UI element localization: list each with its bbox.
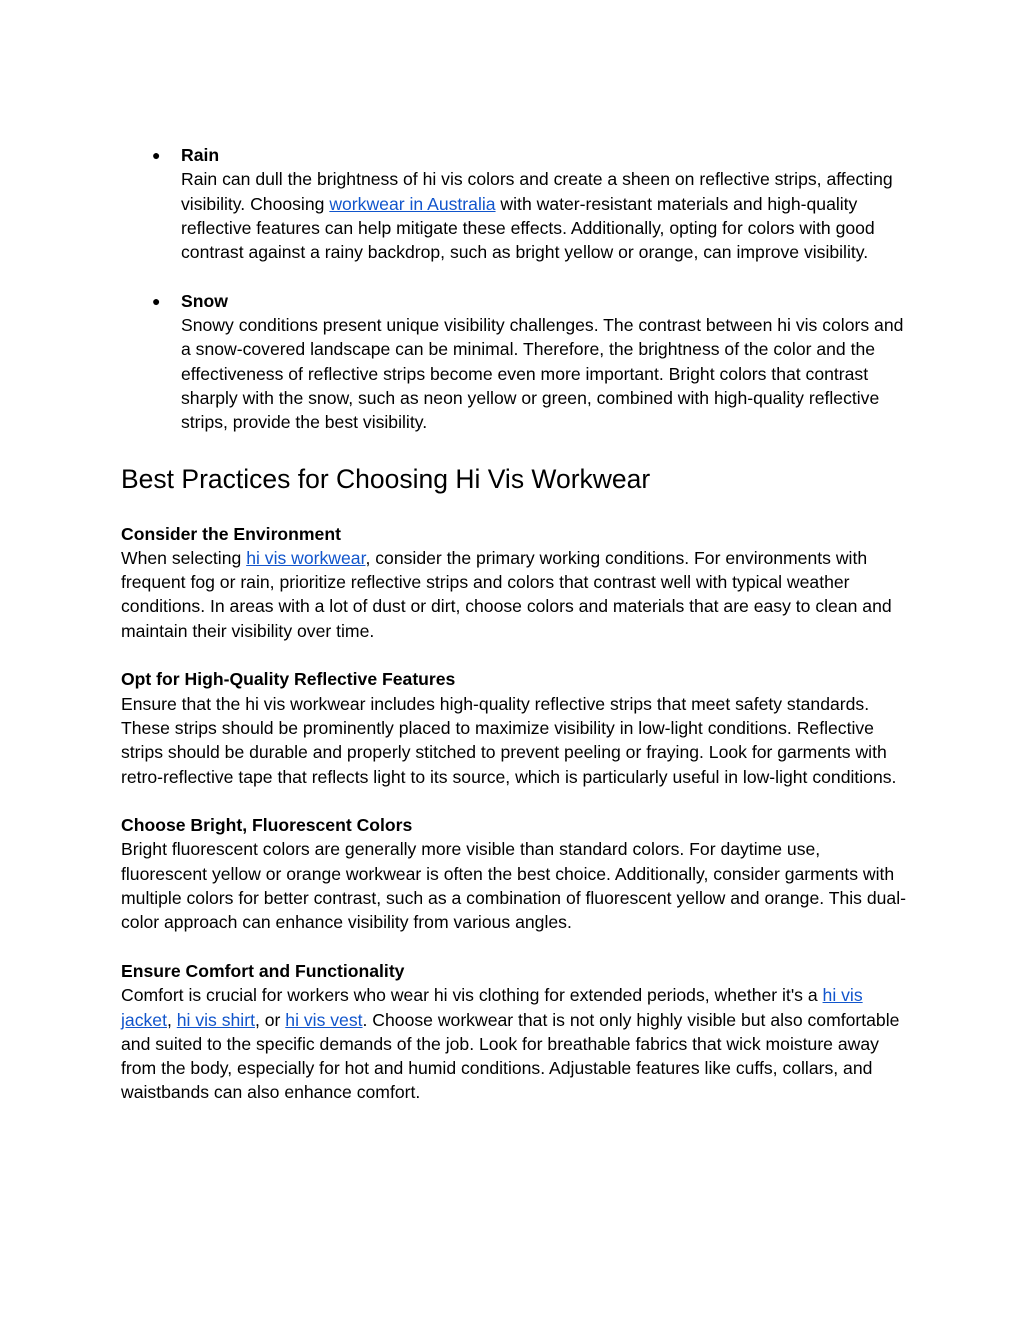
comfort-text-2: . Choose workwear that is not only highly visible but also comfortable and suited to the specific demands of the job. Look for breathable fabrics that wick moisture away from the body, especially for hot and humid conditions. Adjustable features like cuffs, collars, and waistbands can also enhance comfort. xyxy=(121,1009,900,1103)
comfort-sep-2: , or xyxy=(254,1009,286,1030)
colors-title: Choose Bright, Fluorescent Colors xyxy=(121,815,413,836)
rain-text-after: with water-resistant materials and high-quality reflective features can help mitigate these effects. Additionally, opting for colors with good contrast against a rainy backdrop, such as bright yellow or orange, can improve visibility. xyxy=(181,193,875,263)
rain-text-before: Rain can dull the brightness of hi vis colors and create a sheen on reflective strips, affecting visibility. Choosing xyxy=(181,169,893,214)
comfort-title: Ensure Comfort and Functionality xyxy=(121,960,405,981)
environment-text-after: , consider the primary working conditions. For environments with frequent fog or rain, prioritize reflective strips and colors that contrast well with typical weather conditions. In areas with a lot of dust or dirt, choose colors and materials that are easy to clean and maintain their visibility over time. xyxy=(121,547,892,641)
bullet-marker: ● xyxy=(152,292,161,309)
bullet-text-snow: Snowy conditions present unique visibility challenges. The contrast between hi vis colors and a snow-covered landscape can be minimal. Therefore, the brightness of the color and the effectiveness of reflective strips become even more important. Bright colors that contrast sharply with the snow, such as neon yellow or green, combined with high-quality reflective strips, provide the best visibility. xyxy=(181,315,904,433)
hi-vis-jacket-link[interactable]: hi vis jacket xyxy=(121,985,863,1030)
document-body xyxy=(121,143,911,1105)
comfort-text-1: Comfort is crucial for workers who wear hi vis clothing for extended periods, whether it's a xyxy=(121,985,823,1006)
bullet-rain xyxy=(121,143,911,264)
comfort-sep-1: , xyxy=(166,1009,177,1030)
reflective-title: Opt for High-Quality Reflective Features xyxy=(121,669,456,690)
bullet-title-snow: Snow xyxy=(181,290,228,311)
hi-vis-shirt-link[interactable]: hi vis shirt xyxy=(176,1009,255,1030)
bullet-text-rain xyxy=(181,167,911,264)
environment-text xyxy=(121,546,911,643)
section-colors xyxy=(121,813,911,934)
hi-vis-vest-link[interactable]: hi vis vest xyxy=(285,1009,363,1030)
colors-text: Bright fluorescent colors are generally more visible than standard colors. For daytime use, fluorescent yellow or orange workwear is often the best choice. Additionally, consider garments with multiple colors for better contrast, such as a combination of fluorescent yellow and orange. This dual-color approach can enhance visibility from various angles. xyxy=(121,839,906,933)
workwear-australia-link[interactable]: workwear in Australia xyxy=(329,193,496,214)
reflective-text: Ensure that the hi vis workwear includes high-quality reflective strips that meet safety standards. These strips should be prominently placed to maximize visibility in low-light conditions. Reflective strips should be durable and properly stitched to prevent peeling or fraying. Look for garments with retro-reflective tape that reflects light to its source, which is particularly useful in low-light conditions. xyxy=(121,693,897,787)
hi-vis-workwear-link[interactable]: hi vis workwear xyxy=(246,547,366,568)
environment-text-before: When selecting xyxy=(121,547,247,568)
bullet-title-rain: Rain xyxy=(181,145,220,165)
bullet-snow xyxy=(121,289,911,435)
section-environment xyxy=(121,522,911,643)
section-heading: Best Practices for Choosing Hi Vis Workwear xyxy=(121,463,651,494)
bullet-marker: ● xyxy=(152,147,161,163)
section-comfort xyxy=(121,959,911,1105)
section-reflective xyxy=(121,667,911,788)
comfort-text xyxy=(121,983,911,1104)
environment-title: Consider the Environment xyxy=(121,523,341,544)
